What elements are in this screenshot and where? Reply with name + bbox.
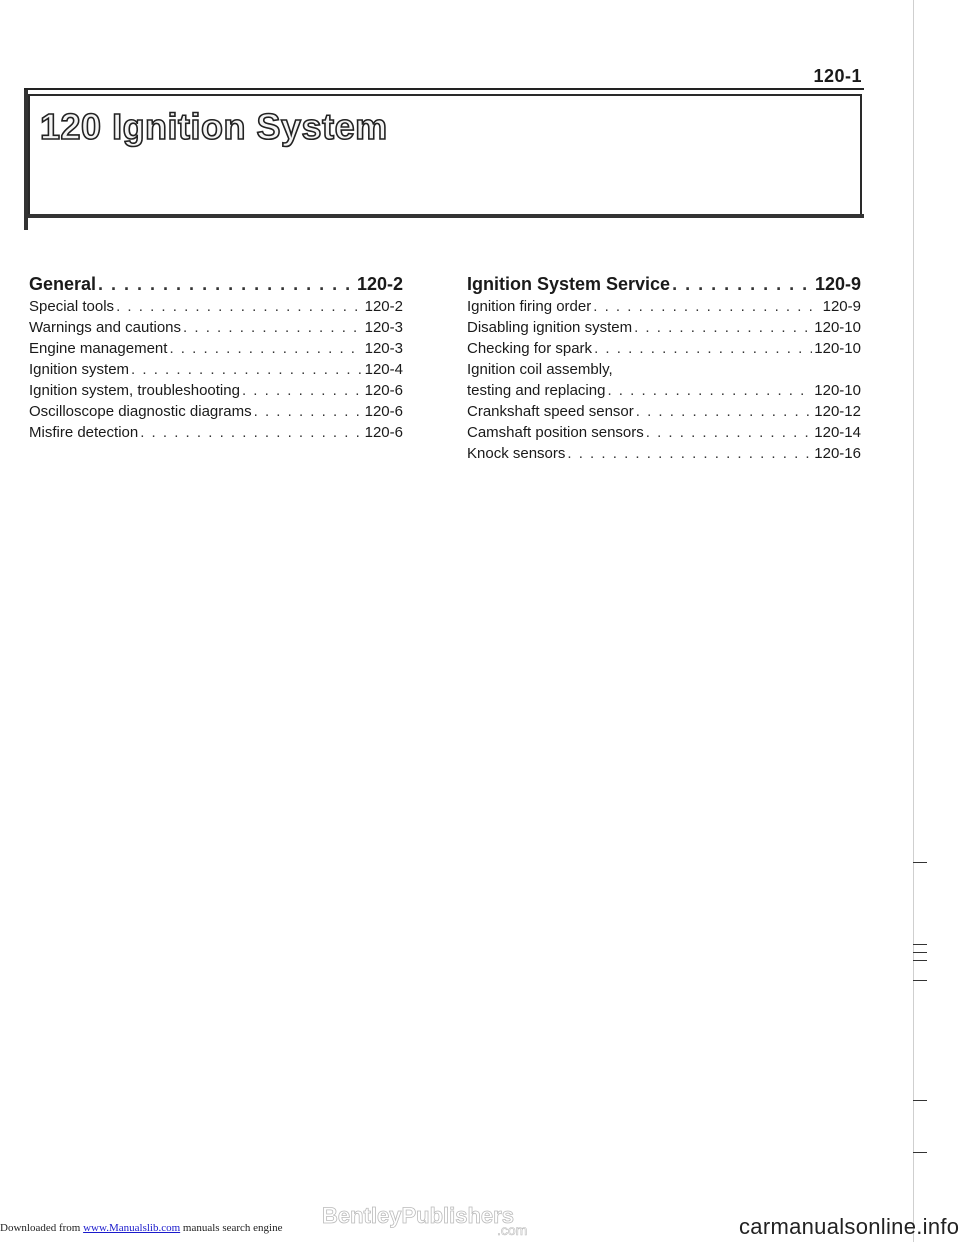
- toc-entry-disabling-ignition[interactable]: [467, 317, 861, 338]
- toc-entry-label: Ignition System Service: [467, 274, 671, 294]
- toc-entry-label: Disabling ignition system: [467, 319, 633, 336]
- toc-entry-label: General: [29, 274, 97, 294]
- toc-entry-label: Warnings and cautions: [29, 319, 182, 336]
- toc-entry-ignition-system-service[interactable]: [467, 272, 861, 296]
- toc-entry-page: 120-2: [356, 274, 403, 294]
- toc-entry-page: 120-10: [814, 319, 861, 336]
- toc-leader: [131, 359, 363, 380]
- toc-leader: [183, 317, 363, 338]
- margin-tick: [913, 1100, 927, 1101]
- margin-tick: [913, 862, 927, 863]
- toc-entry-page: 120-3: [364, 319, 403, 336]
- toc-leader: [594, 338, 812, 359]
- header-rule: [24, 88, 864, 90]
- toc-entry-page: 120-6: [364, 403, 403, 420]
- toc-entry-label: Ignition firing order: [467, 298, 592, 315]
- watermark-publisher: BentleyPublishers: [322, 1203, 514, 1228]
- toc-entry-label: Special tools: [29, 298, 115, 315]
- watermark-domain: .com: [497, 1222, 528, 1238]
- toc-entry-page: 120-16: [814, 445, 861, 462]
- toc-entry-page: 120-10: [814, 382, 861, 399]
- toc-entry-page: 120-10: [814, 340, 861, 357]
- footer-download-notice: [0, 1222, 282, 1234]
- toc-entry-page: 120-6: [364, 424, 403, 441]
- toc-entry-page: 120-9: [822, 298, 861, 315]
- toc-entry-page: 120-3: [364, 340, 403, 357]
- toc-leader: [593, 296, 820, 317]
- footer-prefix: Downloaded from: [0, 1222, 81, 1234]
- toc-entry-misfire-detection[interactable]: [29, 422, 403, 443]
- manualslib-link[interactable]: www.Manualslib.com: [83, 1222, 181, 1234]
- toc-entry-label: Oscilloscope diagnostic diagrams: [29, 403, 252, 420]
- toc-entry-page: 120-2: [364, 298, 403, 315]
- chapter-title: 120 Ignition System: [40, 106, 388, 147]
- margin-tick: [913, 980, 927, 981]
- toc-entry-label: Crankshaft speed sensor: [467, 403, 634, 420]
- toc-leader: [567, 443, 812, 464]
- toc-leader: [169, 338, 362, 359]
- toc-entry-oscilloscope-diagrams[interactable]: [29, 401, 403, 422]
- toc-entry-label: Ignition system, troubleshooting: [29, 382, 240, 399]
- toc-entry-page: 120-12: [814, 403, 861, 420]
- toc-leader: [254, 401, 363, 422]
- toc-entry-crankshaft-sensor[interactable]: [467, 401, 861, 422]
- toc-leader: [646, 422, 813, 443]
- page-number: 120-1: [813, 66, 862, 86]
- chapter-box-bottom-rule: [24, 214, 864, 218]
- margin-tick: [913, 1152, 927, 1153]
- toc-entry-label: testing and replacing: [467, 382, 606, 399]
- toc-entry-camshaft-sensors[interactable]: [467, 422, 861, 443]
- toc-entry-coil-testing-replacing[interactable]: [467, 380, 861, 401]
- toc-right-column: [467, 272, 861, 464]
- toc-entry-page: 120-9: [814, 274, 861, 294]
- toc-leader: [98, 272, 355, 296]
- footer-suffix: manuals search engine: [182, 1222, 283, 1234]
- toc-entry-special-tools[interactable]: [29, 296, 403, 317]
- footer-site-name: carmanualsonline.info: [739, 1214, 960, 1239]
- toc-entry-label: Knock sensors: [467, 445, 566, 462]
- toc-entry-page: 120-14: [814, 424, 861, 441]
- toc-leader: [634, 317, 812, 338]
- toc-entry-page: 120-4: [364, 361, 403, 378]
- toc-entry-warnings-and-cautions[interactable]: [29, 317, 403, 338]
- margin-tick: [913, 944, 927, 945]
- toc-entry-firing-order[interactable]: [467, 296, 861, 317]
- toc-entry-coil-assembly-line1[interactable]: [467, 359, 861, 380]
- toc-entry-checking-for-spark[interactable]: [467, 338, 861, 359]
- toc-entry-label: Camshaft position sensors: [467, 424, 644, 441]
- toc-leader: [242, 380, 363, 401]
- margin-edge-line: [913, 0, 914, 1242]
- toc-entry-label: Ignition coil assembly,: [467, 361, 613, 378]
- toc-entry-label: Engine management: [29, 340, 168, 357]
- toc-left-column: [29, 272, 403, 443]
- toc-entry-ignition-troubleshooting[interactable]: [29, 380, 403, 401]
- toc-entry-label: Misfire detection: [29, 424, 139, 441]
- toc-entry-page: 120-6: [364, 382, 403, 399]
- toc-entry-engine-management[interactable]: [29, 338, 403, 359]
- toc-entry-ignition-system[interactable]: [29, 359, 403, 380]
- toc-entry-label: Ignition system: [29, 361, 130, 378]
- toc-leader: [116, 296, 363, 317]
- toc-entry-general[interactable]: [29, 272, 403, 296]
- toc-entry-knock-sensors[interactable]: [467, 443, 861, 464]
- toc-entry-label: Checking for spark: [467, 340, 593, 357]
- toc-leader: [140, 422, 362, 443]
- margin-tick: [913, 952, 927, 953]
- margin-tick: [913, 960, 927, 961]
- toc-leader: [672, 272, 813, 296]
- toc-leader: [607, 380, 812, 401]
- toc-leader: [636, 401, 813, 422]
